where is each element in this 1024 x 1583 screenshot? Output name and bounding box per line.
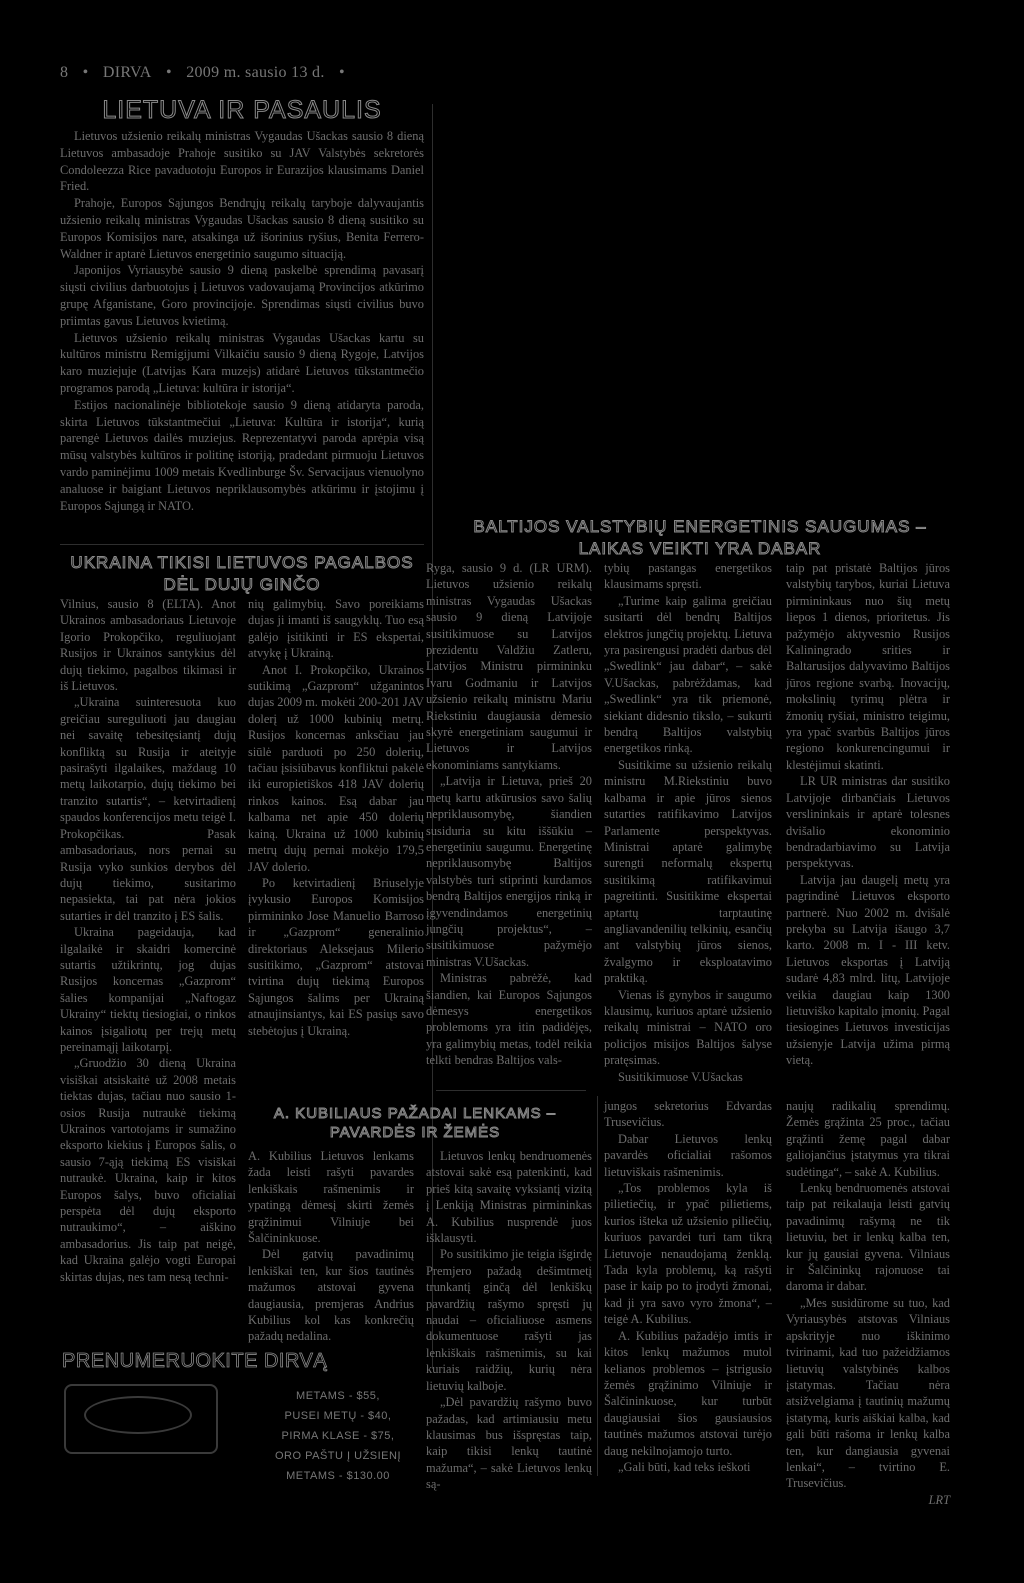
header-separator: •: [165, 64, 172, 81]
paragraph: Latvija jau daugelį metų yra pagrindinė Lietuvos eksporto partnerė. Nuo 2002 m. dvišalė prekyba su Latvija išaugo 3,7 karto. 2008 m. I - III ketv. Lietuvos eksportas į Latviją sudarė 4,83 mlrd. litų, Latvijoje veikia daugiau kaip 1300 lietuviško kapitalo įmonių. Pagal tiesiogines Lietuvos investicijas užsienyje Latvija užima pirmą vietą.: [786, 872, 950, 1068]
paragraph: „Ukraina suinteresuota kuo greičiau sureguliuoti jau daugiau nei savaitę tebesitęsiantį dujų konfliktą su Rusija ir ateityje pasirašyti ilgalaikes, maždaug 10 metų laikotarpio, dujų tiekimo bei tranzito sutartis“, – ketvirtadienį spaudos konferencijos metu teigė I. Prokopčikas. Pasak ambasadoriaus, nors pernai su Rusija vyko sunkios derybos dėl dujų tiekimo, susitarimo nepasiekta, tai pat nėra jokios sutarties ir dėl tranzito į ES šalis.: [60, 695, 236, 923]
paragraph: Prahoje, Europos Sąjungos Bendrųjų reikalų taryboje dalyvaujantis užsienio reikalų ministras Vygaudas Ušackas sausio 8 dieną susitiko su Europos Komisijos nare, atsakinga už išorinius ryšius, Benita Ferrero-Waldner ir aptarė Lietuvos energetinio saugumo situaciją.: [60, 196, 424, 261]
ad-title: PRENUMERUOKITE DIRVĄ: [62, 1350, 328, 1372]
paragraph: „Latvija ir Lietuva, prieš 20 metų kartu atkūrusios savo šalių nepriklausomybę, šiandien susiduria su kitu iššūkiu – energetiniu saugumu. Energetinę nepriklausomybę Baltijos valstybės turi stiprinti kurdamos bendrą Baltijos energijos rinką ir įgyvendindamos energetinių jungčių projektus“, – susitikimuose pažymėjo ministras V.Ušackas.: [426, 774, 592, 969]
paragraph: Lietuvos užsienio reikalų ministras Vygaudas Ušackas kartu su kultūros ministru Remigijumi Vilkaičiu sausio 9 dieną Rygoje, Latvijos karo muziejuje (Latvijas Kara muzejs) atidarė Lietuvos tūkstantmečio programos parodą „Lietuva: kultūra ir istorija“.: [60, 330, 424, 395]
paragraph: Ukraina pageidauja, kad ilgalaikė ir skaidri komercinė sutartis užtikrintų, jog dujas Rusijos koncernas „Gazprom“ šalies kompanijai „Naftogaz Ukrainy“ tiektų tiesiogiai, o rinkos kainos įsigaliotų per trejų metų pereinamąjį laikotarpį.: [60, 925, 236, 1054]
paragraph: „Dėl pavardžių rašymo buvo pažadas, kad artimiausiu metu klausimas bus išspręstas taip, kaip tikisi lenkų tautinė mažuma“, – sakė Lietuvos lenkų są-: [426, 1395, 592, 1492]
paragraph: Susitikime su užsienio reikalų ministru M.Riekstiniu buvo kalbama ir apie jūros sienos sutarties ratifikavimo Latvijos Parlamente perspektyvas. Ministrai aptarė galimybę surengti neformalų ekspertų susitikimą ratifikavimui pagreitinti. Susitikime ekspertai aptartų tarptautinę angliavandenilių telkinių, esančių ant valstybių jūros sienos, žvalgymo ir eksploatavimo praktiką.: [604, 757, 772, 986]
paragraph: Estijos nacionalinėje bibliotekoje sausio 9 dieną atidaryta paroda, skirta Lietuvos tūkstantmečiui „Lietuva: Kultūra ir istorija“, kurią parengė Lietuvos dailės muziejus. Reprezentatyvi paroda aprėpia visą mūsų valstybės kultūros ir politinę istoriją, pradedant pirmuoju Lietuvos vardo paminėjimu 1009 metais Kvedlinburge Šv. Servacijaus vienuolyno analuose ir baigiant Lietuvos nepriklausomybės atkūrimu ir įstojimu į Europos Sąjungą ir NATO.: [60, 397, 424, 513]
paragraph: A. Kubilius Lietuvos lenkams žada leisti rašyti pavardes lenkiškais rašmenimis ir ypatingą dėmesį skirti žemės grąžinimui Vilniuje bei Šalčininkuose.: [248, 1149, 414, 1246]
section-title-baltijos-energetinis-saugumas: BALTIJOS VALSTYBIŲ ENERGETINIS SAUGUMAS – LAIKAS VEIKTI YRA DABAR: [473, 517, 927, 558]
article-source: LRT: [928, 1492, 950, 1507]
article-lietuva-ir-pasaulis: [60, 128, 424, 514]
paragraph: „Mes susidūrome su tuo, kad Vyriausybės atstovas Vilniaus apskrityje nuo iškinimo tvirinami, kad tuo pažeidžiamos lietuvių valstybinės kalbos įstatymas. Tačiau nėra atsižvelgiama į tautinių mažumų įstatymą, kuris aiškiai kalba, kad gali būti rašoma ir lenkų kalba ten, kur dangiausia gyvenai lenkai“, – tvirtino E. Trusevičius.: [786, 1295, 950, 1491]
section-title-ukraina: UKRAINA TIKISI LIETUVOS PAGALBOS DĖL DUJŲ GINČO: [70, 553, 414, 594]
header-separator: •: [82, 64, 89, 81]
paragraph: Dabar Lietuvos lenkų pavardės oficialiai rašomos lietuviškais rašmenimis.: [604, 1131, 772, 1179]
paragraph: Anot I. Prokopčiko, Ukrainos sutikimą „Gazprom“ užganintos dujas 2009 m. mokėti 200-201 JAV dolerį už 1000 kubinių metrų. Rusijos koncernas anksčiau jau siūlė parduoti po 250 dolerių, tačiau įsisiūbavus konfliktui pakėlė iki europietiškos 418 JAV dolerių rinkos kainos. Esą dabar jau kalbama net apie 450 dolerių kainą. Ukraina už 1000 kubinių metrų dujų pernai mokėjo 179,5 JAV dolerio.: [248, 662, 424, 874]
paragraph: Ministras pabrėžė, kad šiandien, kai Europos Sąjungos dėmesys energetikos problemoms yra itin padidėjęs, yra galimybių metas, todėl reikia telkti bendras Baltijos vals-: [426, 971, 592, 1068]
ad-price-line: METAMS - $55,: [296, 1390, 380, 1402]
ad-illustration-detail: [84, 1396, 192, 1434]
paragraph: tybių pastangas energetikos klausimams spręsti.: [604, 561, 772, 592]
paragraph: „Tos problemos kyla iš pilietiečių, ir ypač pilietiems, kurios išteka už užsienio piliečių, kuriuos pavardei turi tam tikrą Lietuvoje nenaudojamą ženklą. Tada kyla problemų, ką rašyti pase ir kaip po to įrodyti žmonai, kad ji yra savo vyro žmona“, – teigė A. Kubilius.: [604, 1181, 772, 1327]
paragraph: Susitikimuose V.Ušackas: [618, 1069, 743, 1084]
section-title-lietuva-ir-pasaulis: LIETUVA IR PASAULIS: [102, 96, 382, 124]
paragraph: A. Kubilius pažadėjo imtis ir kitos lenkų mažumos mutol kelianos problemos – įstrigusio žemės grąžinimo Vilniuje ir Šalčininkuose, kur turbūt daugiausiai šios gausiausios tautinės mažumos atstovai turėjo daug nekilnojamojo turto.: [604, 1328, 772, 1458]
ad-price-line: PUSEI METŲ - $40,: [284, 1410, 392, 1422]
paragraph: Vienas iš gynybos ir saugumo klausimų, kuriuos aptarė užsienio reikalų ministrai – NATO oro policijos misijos Baltijos šalyse pratęsimas.: [604, 987, 772, 1068]
paragraph: jungos sekretorius Edvardas Trusevičius.: [604, 1099, 772, 1130]
ad-prices: [266, 1386, 410, 1486]
issue-date: 2009 m. sausio 13 d.: [186, 64, 325, 81]
article-kubilius-col-3: [604, 1098, 772, 1475]
paragraph: nių galimybių. Savo poreikiams dujas ji imanti iš saugyklų. Tuo esą galėjo įsitikinti ir ES ekspertai, atvykę į Ukrainą.: [248, 597, 424, 661]
article-kubilius-col-1: [248, 1148, 414, 1345]
paragraph: Po susitikimo jie teigia išgirdę Premjero pažadą dešimtmetį trunkantį ginčą dėl lenkiškų pavardžių rašymo spręsti jų naudai – oficialiuose asmens dokumentuose rašyti jas lenkiškais rašmenimis, su kai kuriais raidžių, kurių nėra lietuvių kalboje.: [426, 1247, 592, 1393]
ad-price-line: PIRMA KLASE - $75,: [281, 1430, 395, 1442]
article-ukraina-col-2: [248, 596, 424, 1039]
paragraph: „Turime kaip galima greičiau susitarti dėl bendrų Baltijos elektros jungčių projektų. Lietuva yra pasirengusi pradėti darbus dėl „Swedlink“ jau dabar“, – sakė V.Ušackas, pabrėždamas, kad „Swedlink“ yra tik priemonė, siekiant didesnio tikslo, – sukurti bendrą Baltijos valstybių energetikos rinką.: [604, 593, 772, 756]
paragraph: Po ketvirtadienį Briuselyje įvykusio Europos Komisijos pirmininko Jose Manuelio Barroso ir „Gazprom“ generalinio direktoriaus Aleksejaus Milerio susitikimo, „Gazprom“ atstovai tvirtina dujų tiekimą Europos Sąjungos šalims per Ukrainą atnaujinsiantys, kai ES pasiųs savo stebėtojus į Ukrainą.: [248, 875, 424, 1038]
paragraph: Lenkų bendruomenės atstovai taip pat reikalauja leisti gatvių pavadinimų rašymą ne tik lietuviu, bet ir lenkų kalba ten, kur jų gausiai gyvena. Vilniaus ir Šalčininkų rajonuose tai daroma ir dabar.: [786, 1181, 950, 1294]
article-baltijos-col-1: [426, 560, 592, 1069]
paragraph: Dėl gatvių pavadinimų lenkiškai ten, kur šios tautinės mažumos atstovai gyvena daugiausia, premjeras Andrius Kubilius kol kas konkrečių pažadų nedalina.: [248, 1247, 414, 1344]
column-rule: [597, 1096, 598, 1476]
ad-price-line: METAMS - $130.00: [286, 1470, 390, 1482]
page-number: 8: [60, 64, 69, 81]
paragraph: LR UR ministras dar susitiko Latvijoje dirbančiais Lietuvos verslininkais ir aptarė tolesnes dvišalio ekonominio bendradarbiavimo su Latvija perspektyvas.: [786, 774, 950, 871]
paragraph: Lietuvos užsienio reikalų ministras Vygaudas Ušackas sausio 8 dieną Lietuvos ambasadoje Prahoje susitiko su JAV Valstybės sekretorės Condoleezza Rice pavaduotoju Europos ir Eurazijos klausimams Daniel Fried.: [60, 129, 424, 194]
paragraph: Japonijos Vyriausybė sausio 9 dieną paskelbė sprendimą pavasarį siųsti civilius darbuotojus į Lietuvos vadovaujamą Provincijos atkūrimo grupę Afganistane, Goro provincijoje. Sprendimas siųsti civilius buvo priimtas gavus Lietuvos kvietimą.: [60, 263, 424, 328]
section-divider: [60, 544, 424, 545]
ad-price-line: ORO PAŠTU Į UŽSIENĮ: [274, 1450, 402, 1462]
article-kubilius-col-2: [426, 1148, 592, 1493]
paragraph: „Gruodžio 30 dieną Ukraina visiškai atsiskaitė už 2008 metais tiektas dujas, tačiau nuo sausio 1-osios Rusija nutraukė tiekimą Ukrainos vartotojams ir sumažino eksporto kiekius į Europos šalis, o sausio 7-ąją tiekimą ES visiškai nutraukė. Ukraina, kaip ir kitos Europos šalys, buvo oficialiai perspėta dėl dujų eksporto nutraukimo“, – aiškino ambasadorius. Jis taip pat neigė, kad Ukraina galėjo vogti Europai skirtas dujas, nes tam nesą techni-: [60, 1056, 236, 1284]
section-title-kubiliaus-pazadai: A. KUBILIAUS PAŽADAI LENKAMS – PAVARDĖS IR ŽEMĖS: [273, 1105, 557, 1141]
article-baltijos-col-2: [604, 560, 772, 1085]
article-ukraina-col-1: [60, 596, 236, 1285]
paragraph: Ryga, sausio 9 d. (LR URM). Lietuvos užsienio reikalų ministras Vygaudas Ušackas sausio 9 dieną Latvijoje susitikimuose su Latvijos prezidentu Valdžiu Zatleru, Latvijos Ministru pirmininku Ivaru Godmaniu ir Latvijos užsienio reikalų ministru Mariu Riekstiniu daugiausia dėmesio skyrė energetiniam saugumui ir Lietuvos ir Latvijos ekonominiams santykiams.: [426, 561, 592, 772]
section-divider: [436, 1090, 586, 1091]
paragraph: Lietuvos lenkų bendruomenės atstovai sakė esą patenkinti, kad prieš kitą savaitę vyksiantį vizitą į Lenkiją Ministras pirmininkas A. Kubilius nusprendė juos išklausyti.: [426, 1149, 592, 1246]
article-baltijos-col-3: [786, 560, 950, 1069]
newspaper-name: DIRVA: [102, 64, 152, 81]
paragraph: Vilnius, sausio 8 (ELTA). Anot Ukrainos ambasadoriaus Lietuvoje Igorio Prokopčiko, reguliuojant Rusijos ir Ukrainos santykius dėl dujų tiekimo, pagalbos tikimasi ir iš Lietuvos.: [60, 597, 236, 694]
page-header: [60, 64, 355, 82]
paragraph: taip pat pristatė Baltijos jūros valstybių tarybos, kuriai Lietuva pirmininkaus nuo šių metų liepos 1 dienos, prioritetus. Jis pažymėjo aktyvesnio Rusijos Kaliningrado srities ir Baltarusijos dalyvavimo Baltijos jūros regione svarbą. Inovacijų, mokslinių tyrimų plėtra ir žmonių ryšiai, ministro teigimu, yra ypač svarbūs Baltijos jūros regiono konkurencingumui ir klestėjimui skatinti.: [786, 561, 950, 772]
subscription-ad: [60, 1350, 410, 1482]
paragraph: „Gali būti, kad teks ieškoti: [618, 1459, 751, 1474]
paragraph: naujų radikalių sprendimų. Žemės grąžinta 25 proc., tačiau grąžinti žemę pagal dabar galiojančius įstatymus yra tikrai sudėtinga“, – sakė A. Kubilius.: [786, 1099, 950, 1179]
article-kubilius-col-4: [786, 1098, 950, 1508]
header-separator: •: [338, 64, 345, 81]
